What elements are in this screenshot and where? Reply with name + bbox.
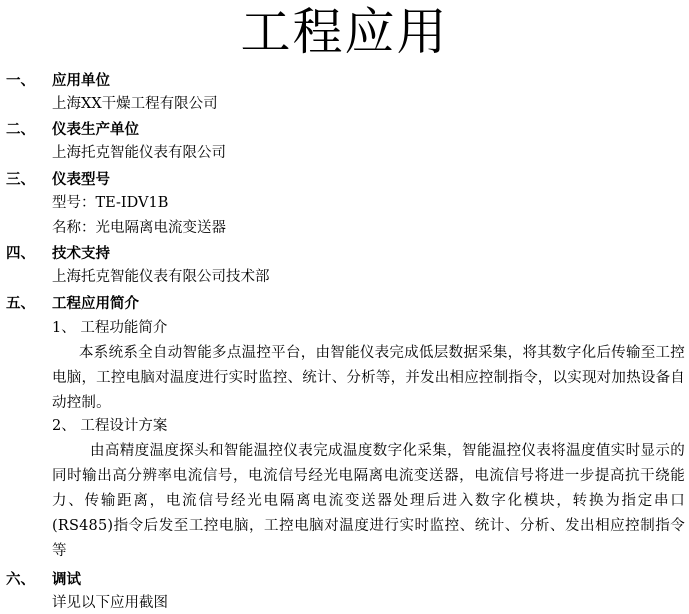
section-2-number: 二、 <box>6 121 35 138</box>
section-3-number: 三、 <box>6 171 35 188</box>
section-6-heading: 调试 <box>52 571 81 588</box>
section-4-heading: 技术支持 <box>52 245 110 262</box>
section-4-content: 上海托克智能仪表有限公司技术部 <box>52 269 270 285</box>
subsection-2-title: 2、 工程设计方案 <box>52 418 168 434</box>
page-title: 工程应用 <box>240 3 449 61</box>
section-1-content: 上海XX干燥工程有限公司 <box>52 96 218 112</box>
section-6-content: 详见以下应用截图 <box>52 595 168 611</box>
section-1-heading: 应用单位 <box>52 72 110 89</box>
section-5-number: 五、 <box>6 295 35 312</box>
section-2-content: 上海托克智能仪表有限公司 <box>52 145 226 161</box>
section-3-name: 名称：光电隔离电流变送器 <box>52 220 226 236</box>
subsection-1-paragraph: 本系统系全自动智能多点温控平台，由智能仪表完成低层数据采集，将其数字化后传输至工控电脑，工控电脑对温度进行实时监控、统计、分析等，并发出相应控制指令，以实现对加热设备自动控制。 <box>52 345 685 411</box>
section-5-heading: 工程应用简介 <box>52 295 139 312</box>
section-2-heading: 仪表生产单位 <box>52 121 139 138</box>
section-3-heading: 仪表型号 <box>52 171 110 188</box>
section-3-model: 型号：TE-IDV1B <box>52 195 169 211</box>
section-4-number: 四、 <box>6 245 35 262</box>
section-6-number: 六、 <box>6 571 35 588</box>
subsection-2-paragraph: 由高精度温度探头和智能温控仪表完成温度数字化采集，智能温控仪表将温度值实时显示的同时输出高分辨率电流信号，电流信号经光电隔离电流变送器，电流信号将进一步提高抗干绕能力、传输距离，电流信号经光电隔离电流变送器处理后进入数字化模块，转换为指定串口(RS485)指令后发至工控电脑，工控电脑对温度进行实时监控、统计、分析、发出相应控制指令等 <box>52 443 685 559</box>
subsection-1-title: 1、 工程功能简介 <box>52 320 168 336</box>
section-1-number: 一、 <box>6 72 35 89</box>
